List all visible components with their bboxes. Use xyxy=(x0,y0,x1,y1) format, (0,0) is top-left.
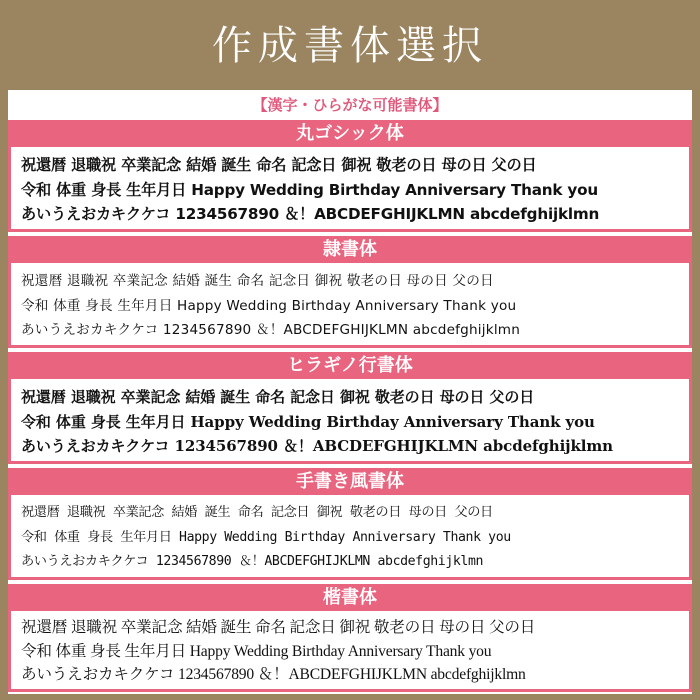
font-section-maru-gothic xyxy=(8,120,692,232)
font-title-kaisho: 楷書体 xyxy=(323,587,377,608)
font-section-tegaki xyxy=(8,468,692,580)
section-group-title: 【漢字・ひらがな可能書体】 xyxy=(252,96,448,114)
sample-line: 祝還暦 退職祝 卒業記念 結婚 誕生 命名 記念日 御祝 敬老の日 母の日 父の日 xyxy=(21,387,535,406)
sample-line: あいうえおカキクケコ 1234567890 ＆！ABCDEFGHIJKLMN abcdefghijklmn xyxy=(21,554,484,570)
font-sample-box xyxy=(11,263,689,345)
sample-line: 令和 体重 身長 生年月日 Happy Wedding Birthday Anniversary Thank you xyxy=(21,642,492,660)
font-title-hiragino-gyosho: ヒラギノ行書体 xyxy=(287,355,413,376)
sample-line: あいうえおカキクケコ 1234567890 ＆！ABCDEFGHIJKLMN abcdefghijklmn xyxy=(21,205,600,224)
sample-line: 祝還暦 退職祝 卒業記念 結婚 誕生 命名 記念日 御祝 敬老の日 母の日 父の日 xyxy=(21,155,537,174)
font-title-tegaki: 手書き風書体 xyxy=(296,471,404,492)
sample-line: 令和 体重 身長 生年月日 Happy Wedding Birthday Anniversary Thank you xyxy=(21,297,517,314)
sample-line: 令和 体重 身長 生年月日 Happy Wedding Birthday Anniversary Thank you xyxy=(21,180,598,199)
font-title-reisho: 隷書体 xyxy=(323,239,377,260)
font-sample-box xyxy=(11,379,689,461)
page-title: 作成書体選択 xyxy=(212,22,488,69)
font-sample-box xyxy=(11,147,689,229)
sample-line: あいうえおカキクケコ 1234567890 ＆！ABCDEFGHIJKLMN abcdefghijklmn xyxy=(21,322,521,339)
sample-line: 令和 体重 身長 生年月日 Happy Wedding Birthday Anniversary Thank you xyxy=(21,529,511,545)
sample-line: 祝還暦 退職祝 卒業記念 結婚 誕生 命名 記念日 御祝 敬老の日 母の日 父の日 xyxy=(21,618,536,636)
font-section-kaisho xyxy=(8,584,692,692)
font-section-reisho xyxy=(8,236,692,348)
font-sample-box xyxy=(11,495,689,577)
font-title-maru-gothic: 丸ゴシック体 xyxy=(296,123,404,144)
sample-line: 令和 体重 身長 生年月日 Happy Wedding Birthday Anniversary Thank you xyxy=(21,412,595,431)
sample-line: あいうえおカキクケコ 1234567890 ＆！ABCDEFGHIJKLMN abcdefghijklmn xyxy=(21,437,613,456)
sample-line: 祝還暦 退職祝 卒業記念 結婚 誕生 命名 記念日 御祝 敬老の日 母の日 父の日 xyxy=(21,504,493,520)
sample-line: あいうえおカキクケコ 1234567890 ＆！ABCDEFGHIJKLMN abcdefghijklmn xyxy=(21,666,526,684)
sample-line: 祝還暦 退職祝 卒業記念 結婚 誕生 命名 記念日 御祝 敬老の日 母の日 父の日 xyxy=(21,272,494,289)
font-sample-box xyxy=(11,611,689,689)
font-section-hiragino-gyosho xyxy=(8,352,692,464)
